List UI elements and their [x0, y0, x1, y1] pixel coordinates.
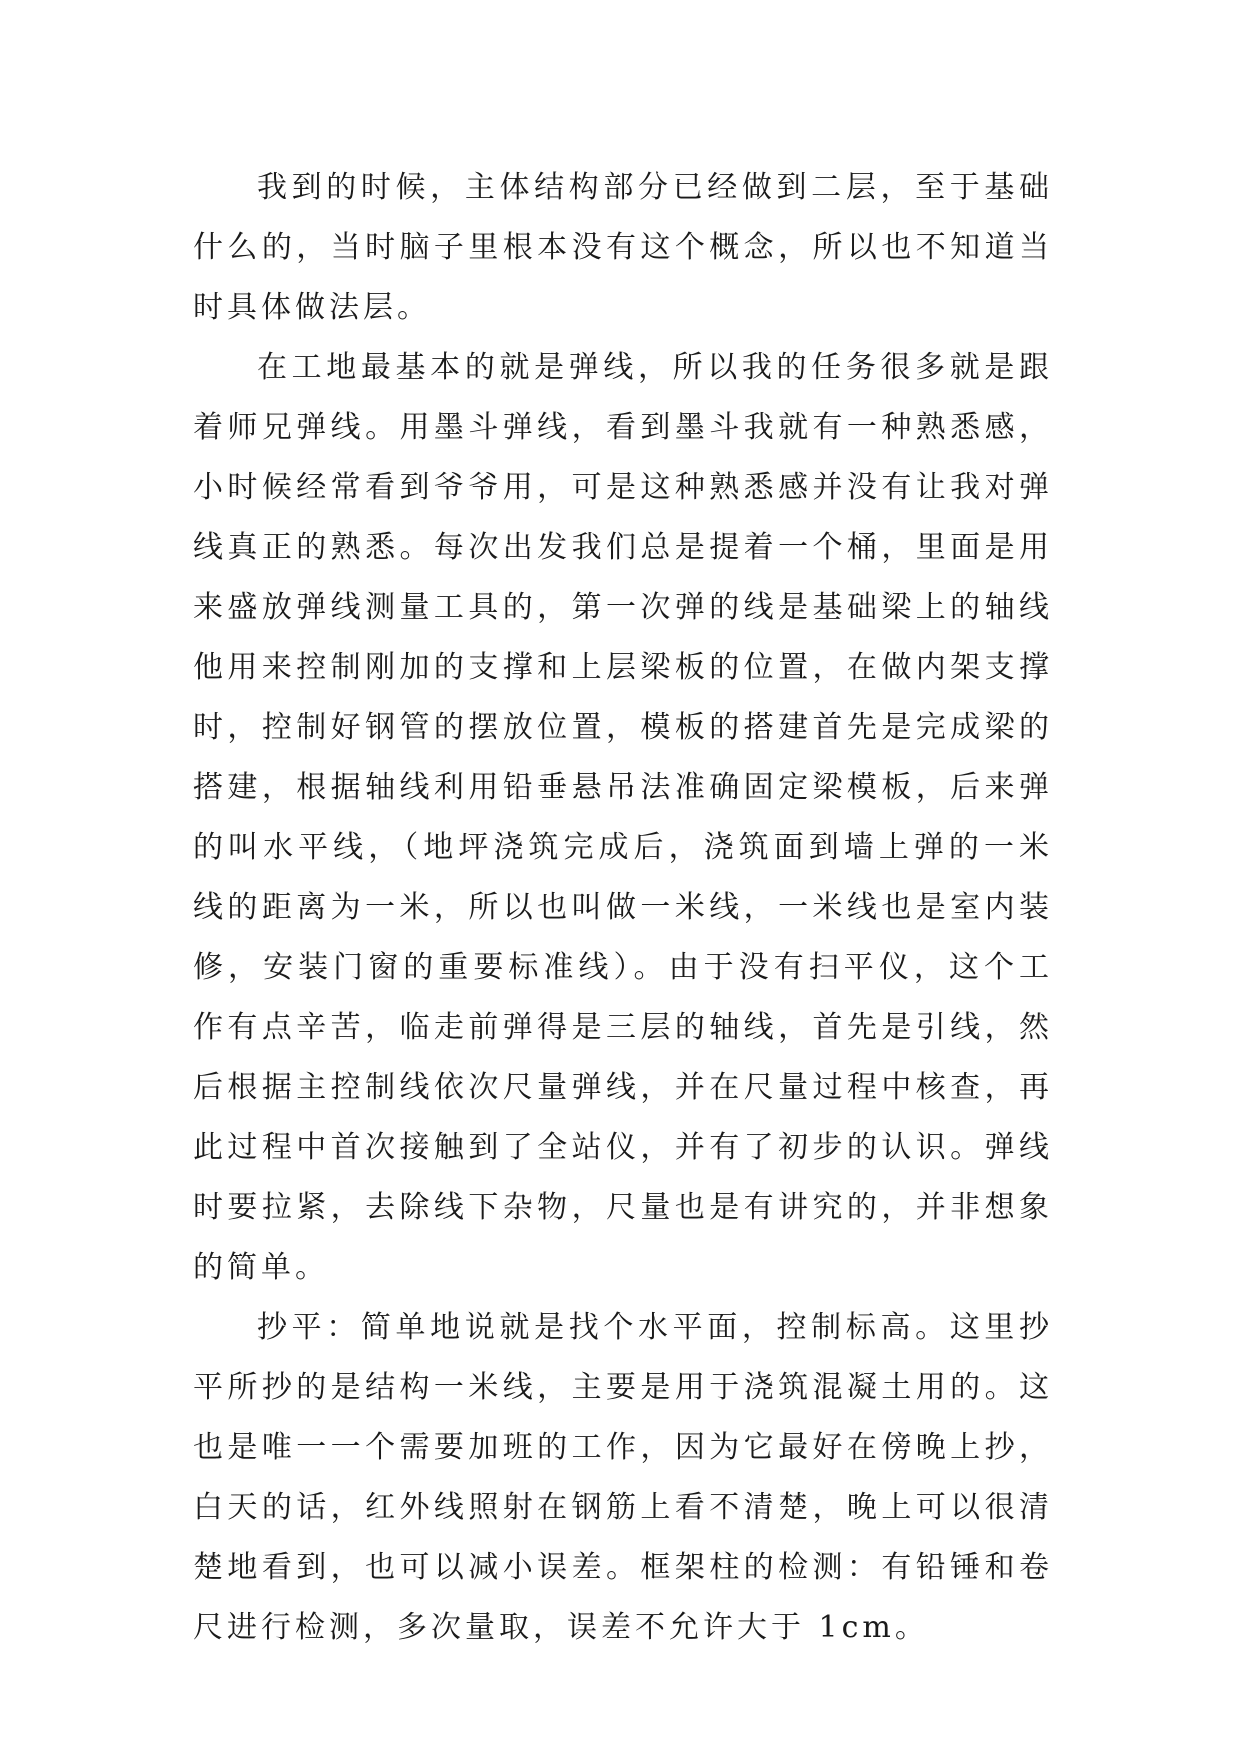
paragraph-foundation: 我到的时候，主体结构部分已经做到二层，至于基础什么的，当时脑子里根本没有这个概念，所以也不知道当时具体做法层。 — [193, 170, 1053, 325]
body-text — [193, 158, 1053, 1658]
paragraph-chalk-line: 在工地最基本的就是弹线，所以我的任务很多就是跟着师兄弹线。用墨斗弹线，看到墨斗我就有一种熟悉感，小时候经常看到爷爷用，可是这种熟悉感并没有让我对弹线真正的熟悉。每次出发我们总是提着一个桶，里面是用来盛放弹线测量工具的，第一次弹的线是基础梁上的轴线他用来控制刚加的支撑和上层梁板的位置，在做内架支撑时，控制好钢管的摆放位置，模板的搭建首先是完成梁的搭建，根据轴线利用铅垂悬吊法准确固定梁模板，后来弹的叫水平线，（地坪浇筑完成后，浇筑面到墙上弹的一米线的距离为一米，所以也叫做一米线，一米线也是室内装修，安装门窗的重要标准线）。由于没有扫平仪，这个工作有点辛苦，临走前弹得是三层的轴线，首先是引线，然后根据主控制线依次尺量弹线，并在尺量过程中核查，再此过程中首次接触到了全站仪，并有了初步的认识。弹线时要拉紧，去除线下杂物，尺量也是有讲究的，并非想象的简单。 — [193, 350, 1053, 1285]
paragraph-leveling: 抄平：简单地说就是找个水平面，控制标高。这里抄平所抄的是结构一米线，主要是用于浇筑混凝土用的。这也是唯一一个需要加班的工作，因为它最好在傍晚上抄，白天的话，红外线照射在钢筋上看不清楚，晚上可以很清楚地看到，也可以减小误差。框架柱的检测：有铅锤和卷尺进行检测，多次量取，误差不允许大于 1cm。 — [193, 1310, 1053, 1645]
